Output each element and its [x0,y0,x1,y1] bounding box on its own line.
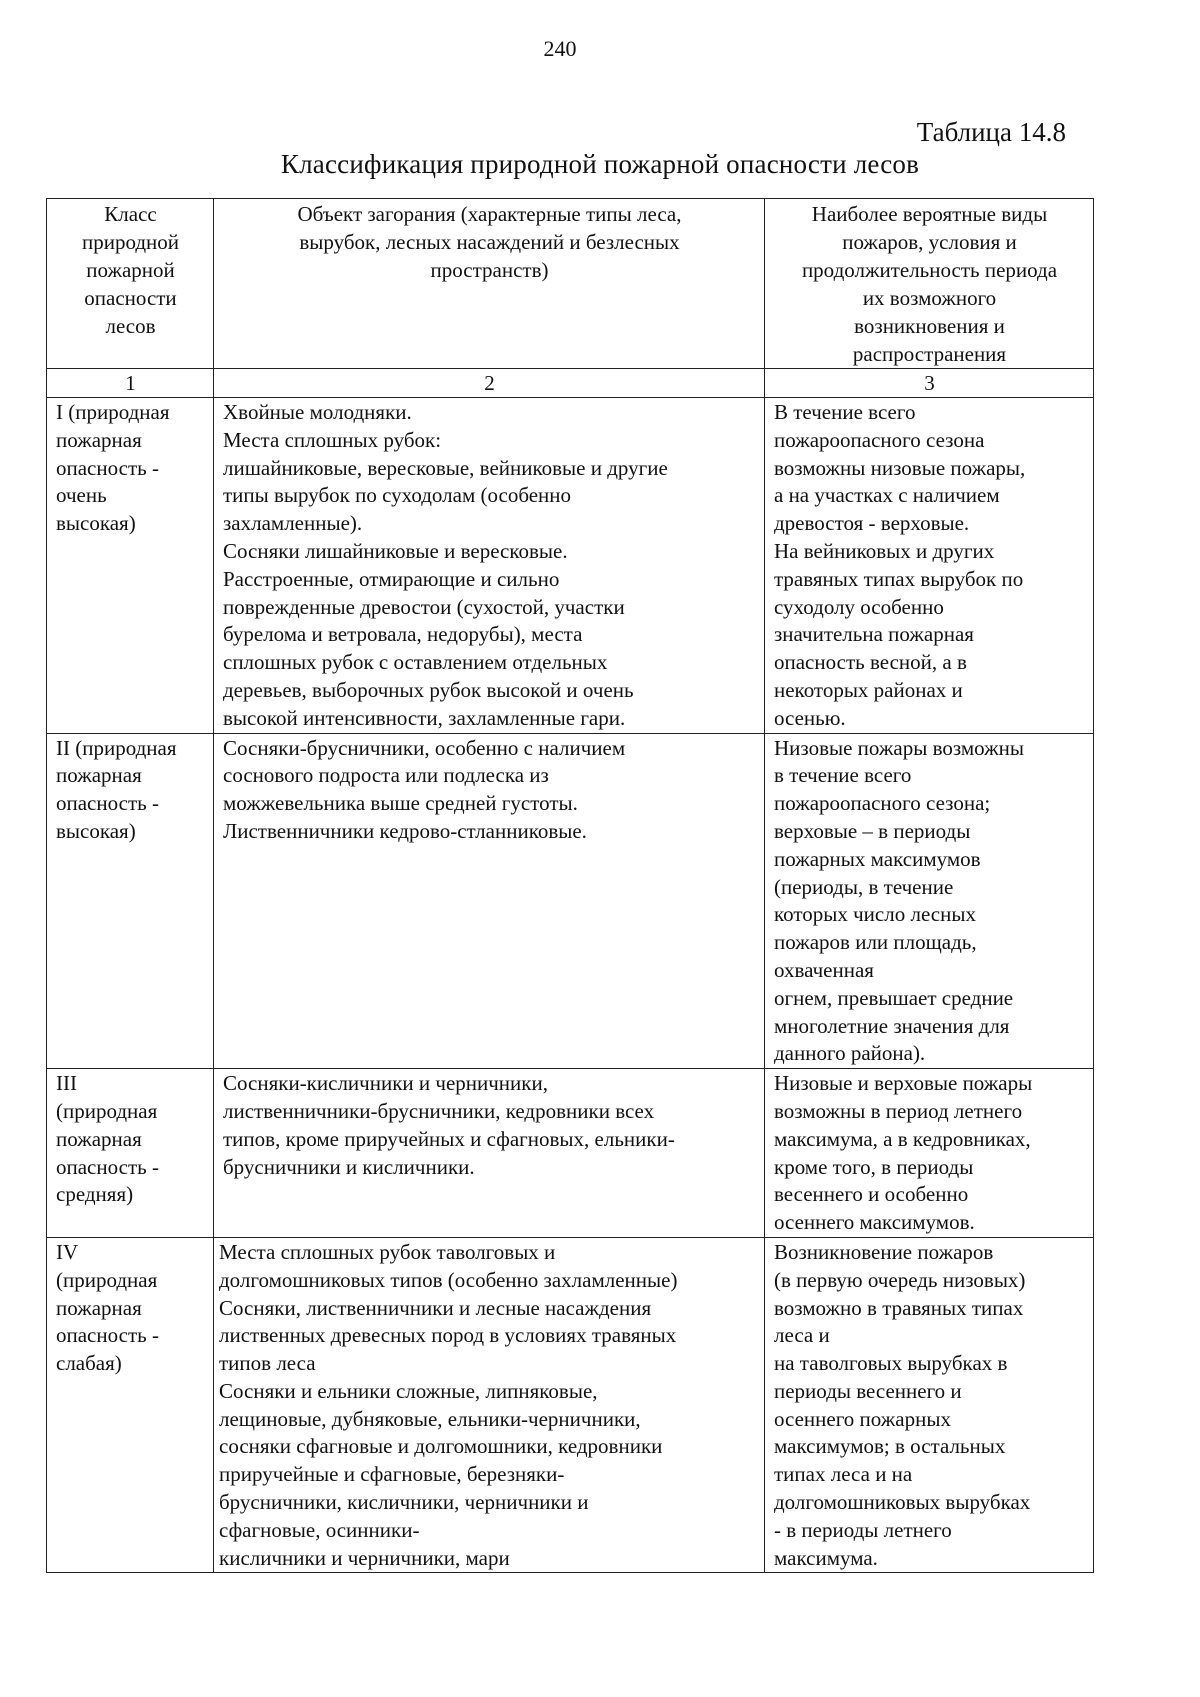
header-object-line: вырубок, лесных насаждений и безлесных [299,230,680,254]
header-object [214,199,765,369]
header-object-line: Объект загорания (характерные типы леса, [297,202,682,226]
header-fire-line: распространения [852,342,1007,366]
header-fire-line: возникновения и [854,314,1005,338]
fire-conditions-line: максимума. [774,1545,878,1570]
ignition-object-line: захламленные). [223,511,363,536]
ignition-object-line: Места сплошных рубок таволговых и [219,1239,556,1264]
ignition-object-line: кисличники и черничники, мари [219,1545,510,1570]
fire-conditions-line: Низовые пожары возможны [774,735,1024,760]
hazard-class-line: пожарная [56,1126,142,1151]
ignition-object-line: бурелома и ветровала, недорубы), места [223,622,583,647]
ignition-object-line: типы вырубок по суходолам (особенно [223,483,572,508]
fire-conditions-line: Низовые и верховые пожары [774,1071,1033,1096]
ignition-object-line: сплошных рубок с оставлением отдельных [223,650,608,675]
ignition-object-line: Сосняки и ельники сложные, липняковые, [219,1378,598,1403]
hazard-class-line: опасность - [56,1154,159,1179]
fire-conditions-line: леса и [774,1323,830,1348]
fire-conditions-line: на таволговых вырубках в [774,1351,1008,1376]
ignition-object-line: Сосняки-брусничники, особенно с наличием [223,735,626,760]
ignition-object-line: лишайниковые, вересковые, вейниковые и другие [223,455,668,480]
ignition-object-line: брусничники, кисличники, черничники и [219,1490,589,1515]
ignition-object-line: Расстроенные, отмирающие и сильно [223,566,560,591]
fire-conditions-line: пожаров или площадь, [774,930,977,955]
ignition-object-line: деревьев, выборочных рубок высокой и очень [223,677,634,702]
table-header-row [47,199,1094,369]
fire-conditions-line: Возникновение пожаров [774,1239,994,1264]
header-fire-line: продолжительность периода [801,258,1058,282]
header-fire-types [765,199,1094,369]
fire-conditions-cell [765,1069,1094,1238]
ignition-object-line: Хвойные молодняки. [223,400,412,424]
hazard-class-line: пожарная [56,427,142,452]
fire-conditions-line: охваченная [774,957,874,982]
fire-conditions-line: пожароопасного сезона; [774,791,991,816]
ignition-object-cell [214,1069,765,1238]
hazard-class-line: опасность - [56,455,159,480]
fire-conditions-line: возможны низовые пожары, [774,455,1026,480]
fire-conditions-line: (периоды, в течение [774,874,954,899]
hazard-class-line: высокая) [56,511,136,536]
column-number-row [47,369,1094,398]
column-number-3: 3 [765,369,1094,398]
ignition-object-line: брусничники и кисличники. [223,1154,475,1179]
fire-conditions-line: которых число лесных [774,902,976,927]
ignition-object-line: можжевельника выше средней густоты. [223,791,578,816]
fire-conditions-line: древостоя - верховые. [774,511,970,536]
fire-conditions-line: некоторых районах и [774,677,963,702]
fire-conditions-line: в течение всего [774,763,912,788]
fire-conditions-cell [765,733,1094,1069]
ignition-object-line: сфагновые, осинники- [219,1517,420,1542]
fire-conditions-line: возможно в травяных типах [774,1295,1024,1320]
fire-conditions-line: осеннего максимумов. [774,1210,975,1235]
ignition-object-line: лиственных древесных пород в условиях травяных [219,1323,677,1348]
hazard-class-line: высокая) [56,818,136,843]
ignition-object-line: соснового подроста или подлеска из [223,763,549,788]
hazard-class-line: IV [56,1239,79,1264]
fire-conditions-line: периоды весеннего и [774,1378,962,1403]
hazard-class-cell [47,398,214,734]
hazard-class-line: средняя) [56,1182,134,1207]
ignition-object-line: лещиновые, дубняковые, ельники-черничники, [219,1406,641,1431]
ignition-object-line: Лиственничники кедрово-стланниковые. [223,818,587,843]
page-number: 240 [543,36,577,61]
header-class-line: пожарной [86,258,175,282]
ignition-object-line: долгомошниковых типов (особенно захламленные) [219,1267,678,1292]
hazard-class-line: (природная [56,1267,158,1292]
fire-conditions-line: осенью. [774,705,846,730]
hazard-class-cell [47,1237,214,1573]
header-fire-line: их возможного [862,286,997,310]
ignition-object-line: сосняки сфагновые и долгомошники, кедровники [219,1434,663,1459]
ignition-object-line: поврежденные древостои (сухостой, участки [223,594,625,619]
ignition-object-line: высокой интенсивности, захламленные гари. [223,705,626,730]
table-row [47,1237,1094,1573]
header-class-line: природной [81,230,180,254]
classification-table [46,198,1094,1573]
column-number-2: 2 [214,369,765,398]
fire-conditions-line: верховые – в периоды [774,818,971,843]
hazard-class-line: II (природная [56,735,177,760]
fire-conditions-line: многолетние значения для [774,1013,1010,1038]
ignition-object-cell [214,398,765,734]
fire-conditions-line: опасность весной, а в [774,650,967,675]
header-class [47,199,214,369]
ignition-object-line: типов, кроме приручейных и сфагновых, ельники- [223,1126,675,1151]
fire-conditions-line: пожароопасного сезона [774,427,985,452]
ignition-object-cell [214,1237,765,1573]
hazard-class-line: опасность - [56,1323,159,1348]
fire-conditions-line: - в периоды летнего [774,1517,952,1542]
ignition-object-cell [214,733,765,1069]
hazard-class-line: очень [56,483,107,508]
fire-conditions-line: данного района). [774,1041,926,1066]
hazard-class-line: пожарная [56,1295,142,1320]
fire-conditions-line: максимумов; в остальных [774,1434,1006,1459]
fire-conditions-line: (в первую очередь низовых) [774,1267,1026,1292]
fire-conditions-line: В течение всего [774,400,916,424]
header-class-line: опасности [84,286,177,310]
hazard-class-line: I (природная [56,400,170,424]
hazard-class-line: опасность - [56,791,159,816]
fire-conditions-line: кроме того, в периоды [774,1154,974,1179]
hazard-class-line: (природная [56,1098,158,1123]
fire-conditions-line: типах леса и на [774,1462,913,1487]
hazard-class-cell [47,1069,214,1238]
table-row [47,733,1094,1069]
table-title: Классификация природной пожарной опасности лесов [280,149,920,179]
ignition-object-line: лиственничники-брусничники, кедровники всех [223,1098,655,1123]
ignition-object-line: Сосняки-кисличники и черничники, [223,1071,548,1096]
hazard-class-line: слабая) [56,1351,122,1376]
fire-conditions-line: пожарных максимумов [774,846,981,871]
header-object-line: пространств) [430,258,549,282]
fire-conditions-line: На вейниковых и других [774,538,995,563]
fire-conditions-cell [765,1237,1094,1573]
fire-conditions-cell [765,398,1094,734]
hazard-class-line: III [56,1071,77,1096]
ignition-object-line: типов леса [219,1351,316,1376]
fire-conditions-line: максимума, а в кедровниках, [774,1126,1031,1151]
ignition-object-line: Места сплошных рубок: [223,427,442,452]
ignition-object-line: Сосняки лишайниковые и вересковые. [223,538,568,563]
hazard-class-cell [47,733,214,1069]
table-row [47,1069,1094,1238]
table-row [47,398,1094,734]
column-number-1: 1 [47,369,214,398]
header-fire-line: пожаров, условия и [842,230,1017,254]
header-class-line: Класс [104,202,157,226]
fire-conditions-line: травяных типах вырубок по [774,566,1024,591]
ignition-object-line: приручейные и сфагновые, березняки- [219,1462,565,1487]
fire-conditions-line: долгомошниковых вырубках [774,1490,1031,1515]
fire-conditions-line: огнем, превышает средние [774,985,1014,1010]
fire-conditions-line: суходолу особенно [774,594,944,619]
fire-conditions-line: значительна пожарная [774,622,974,647]
fire-conditions-line: осеннего пожарных [774,1406,951,1431]
fire-conditions-line: весеннего и особенно [774,1182,969,1207]
header-fire-line: Наиболее вероятные виды [811,202,1048,226]
hazard-class-line: пожарная [56,763,142,788]
table-label: Таблица 14.8 [916,117,1066,147]
header-class-line: лесов [105,314,156,338]
ignition-object-line: Сосняки, лиственничники и лесные насаждения [219,1295,652,1320]
fire-conditions-line: возможны в период летнего [774,1098,1023,1123]
fire-conditions-line: а на участках с наличием [774,483,1000,508]
